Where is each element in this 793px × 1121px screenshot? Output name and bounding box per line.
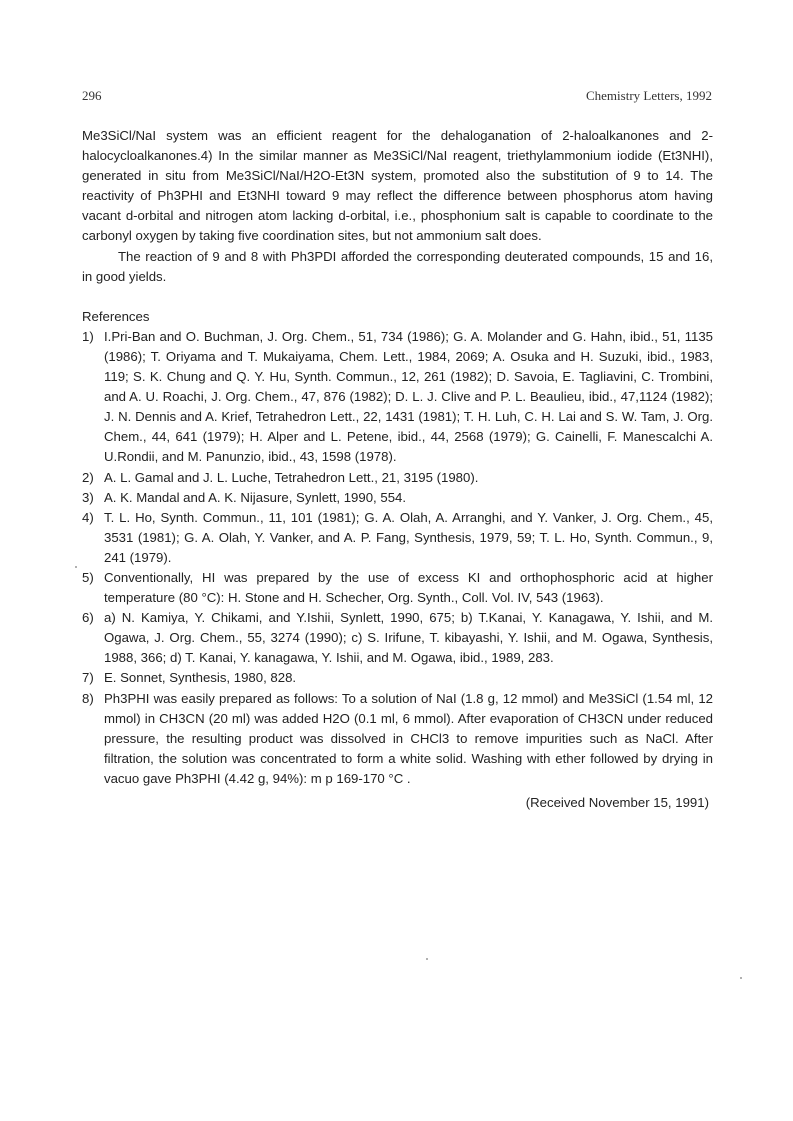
reference-text: a) N. Kamiya, Y. Chikami, and Y.Ishii, Synlett, 1990, 675; b) T.Kanai, Y. Kanagawa, Y. Ishii, and M. Ogawa, J. Org. Chem., 55, 3274 (1990); c) S. Irifune, T. kibayashi, Y. Ishii, and M. Ogawa, Synthesis, 1988, 366; d) T. Kanai, Y. kanagawa, Y. Ishii, and M. Ogawa, ibid., 1989, 283. (104, 610, 713, 666)
reference-text: E. Sonnet, Synthesis, 1980, 828. (104, 670, 297, 686)
reference-number: 1) (82, 328, 94, 344)
reference-number: 2) (82, 469, 94, 485)
journal-name: Chemistry Letters, 1992 (585, 88, 712, 103)
reference-item (82, 568, 713, 608)
page-number: 296 (82, 88, 102, 103)
reference-text: I.Pri-Ban and O. Buchman, J. Org. Chem., 51, 734 (1986); G. A. Molander and G. Hahn, ibid., 51, 1135 (1986); T. Oriyama and T. Mukaiyama, Chem. Lett., 1984, 2069; A. Osuka and H. Suzuki, ibid., 1983, 119; S. K. Chung and Q. Y. Hu, Synth. Commun., 12, 261 (1982); D. Savoia, E. Tagliavini, C. Trombini, and A. U. Roachi, J. Org. Chem., 47, 876 (1982); D. L. J. Clive and P. L. Beaulieu, ibid., 47,1124 (1982); J. N. Dennis and A. Krief, Tetrahedron Lett., 22, 1431 (1981); T. H. Luh, C. H. Lai and S. W. Tam, J. Org. Chem., 44, 641 (1979); H. Alper and L. Petene, ibid., 44, 2568 (1979); G. Cainelli, F. Manescalchi A. U.Rondii, and M. Panunzio, ibid., 43, 1598 (1978). (104, 328, 713, 465)
reference-text: A. K. Mandal and A. K. Nijasure, Synlett, 1990, 554. (104, 489, 407, 505)
reference-text: Ph3PHI was easily prepared as follows: To a solution of NaI (1.8 g, 12 mmol) and Me3SiCl (1.54 ml, 12 mmol) in CH3CN (20 ml) was added H2O (0.1 ml, 6 mmol). After evaporation of CH3CN under reduced pressure, the resulting product was dissolved in CHCl3 to remove impurities such as NaCl. After filtration, the solution was concentrated to form a white solid. Washing with ether followed by drying in vacuo gave Ph3PHI (4.42 g, 94%): m p 169-170 °C . (104, 690, 713, 786)
reference-number: 8) (82, 690, 94, 706)
received-date: (Received November 15, 1991) (525, 795, 709, 810)
reference-number: 4) (82, 509, 94, 525)
scan-speck (75, 566, 77, 568)
reference-item (82, 689, 713, 789)
reference-item (82, 468, 713, 488)
reference-number: 5) (82, 569, 94, 585)
reference-item (82, 508, 713, 568)
reference-number: 6) (82, 610, 94, 626)
scan-speck (740, 977, 742, 979)
reference-item (82, 327, 713, 468)
references-heading: References (82, 308, 150, 324)
paragraph-1: Me3SiCl/NaI system was an efficient reagent for the dehaloganation of 2-haloalkanones and 2-halocycloalkanones.4) In the similar manner as Me3SiCl/NaI reagent, triethylammonium iodide (Et3NHI), generated in situ from Me3SiCl/NaI/H2O-Et3N system, promoted also the substitution of 9 to 14. The reactivity of Ph3PHI and Et3NHI toward 9 may reflect the difference between phosphorus atom having vacant d-orbital and nitrogen atom lacking d-orbital, i.e., phosphonium salt is capable to coordinate to the carbonyl oxygen by taking five coordination sites, but not ammonium salt does. (82, 128, 713, 244)
article-body (82, 126, 713, 826)
reference-number: 7) (82, 670, 94, 686)
page-header (82, 88, 712, 110)
reference-text: T. L. Ho, Synth. Commun., 11, 101 (1981); G. A. Olah, A. Arranghi, and Y. Vanker, J. Org. Chem., 45, 3531 (1981); G. A. Olah, Y. Vanker, and A. P. Fang, Synthesis, 1979, 59; T. L. Ho, Synth. Commun., 9, 241 (1979). (104, 509, 713, 565)
paragraph-2: The reaction of 9 and 8 with Ph3PDI afforded the corresponding deuterated compounds, 15 and 16, in good yields. (82, 248, 713, 284)
reference-text: Conventionally, HI was prepared by the use of excess KI and orthophosphoric acid at higher temperature (80 °C): H. Stone and H. Schecher, Org. Synth., Coll. Vol. IV, 543 (1963). (104, 569, 713, 606)
reference-number: 3) (82, 489, 94, 505)
reference-item (82, 668, 713, 688)
scan-speck (426, 958, 428, 960)
reference-item (82, 608, 713, 668)
reference-item (82, 488, 713, 508)
reference-text: A. L. Gamal and J. L. Luche, Tetrahedron Lett., 21, 3195 (1980). (104, 469, 479, 485)
